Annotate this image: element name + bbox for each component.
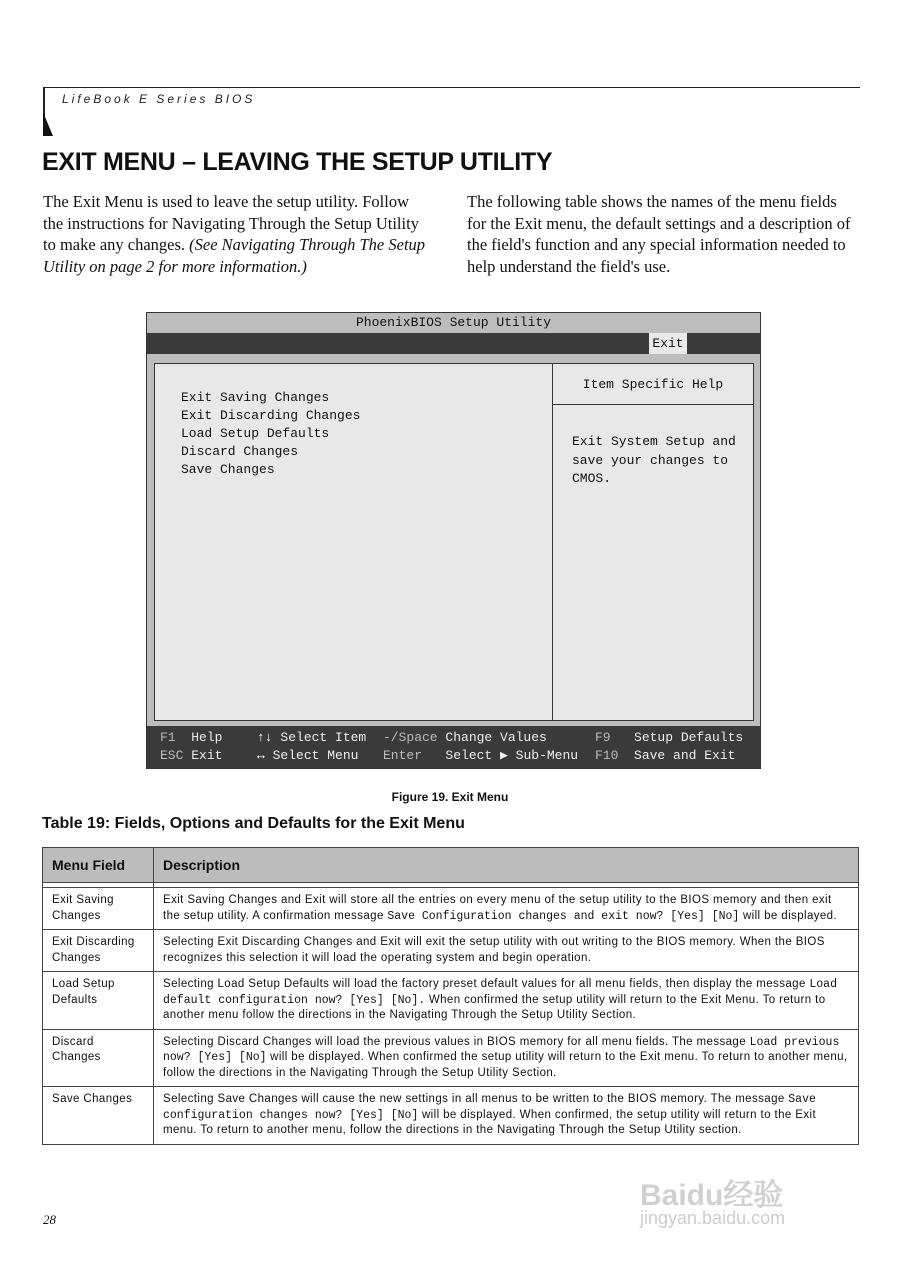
header-rule <box>43 87 860 88</box>
table-row <box>43 1087 859 1145</box>
header-wedge-mark <box>43 112 53 136</box>
desc-text: will be displayed. <box>742 909 838 922</box>
desc-message: Load default configuration now? [Yes] [No]. <box>163 978 837 1007</box>
bios-menu-item[interactable]: Save Changes <box>181 462 275 477</box>
bios-key-space <box>383 730 547 745</box>
table-row <box>43 972 859 1030</box>
bios-key-enter <box>383 748 578 763</box>
page-number: 28 <box>43 1212 56 1227</box>
row-description <box>154 972 859 1030</box>
intro-left-column <box>43 191 433 277</box>
desc-text: Selecting Discard Changes will load the previous values in BIOS memory for all menu fields. The message <box>163 1035 747 1048</box>
bios-menu-item[interactable]: Exit Discarding Changes <box>181 408 361 423</box>
desc-text: Selecting Exit Discarding Changes and Exit will exit the setup utility with out writing to the BIOS memory. When the BIOS recognizes this selection it will load the operating system and begin operation. <box>163 936 825 964</box>
space-key: -/Space <box>383 730 438 745</box>
bios-main-panel <box>154 363 754 721</box>
row-field: Load Setup Defaults <box>43 972 154 1030</box>
desc-message: Save configuration changes now? [Yes] [No] <box>163 1093 816 1122</box>
bios-key-updown <box>257 730 366 745</box>
bios-key-f10 <box>595 748 735 763</box>
row-field: Exit Discarding Changes <box>43 930 154 972</box>
desc-text: When confirmed the setup utility will return to the Exit Menu. To return to another menu follow the directions in the Navigating Through the Setup Utility Section. <box>163 993 826 1021</box>
f10-key: F10 <box>595 748 619 763</box>
bios-screen <box>146 312 761 769</box>
f1-key: F1 <box>160 730 176 745</box>
desc-text: will be displayed. When confirmed the setup utility will return to the Exit menu. To return to another menu, follow the directions in the Navigating Through the Setup Utility Section. <box>163 1051 848 1079</box>
intro-left-crossref: (See Navigating Through The Setup Utility on page 2 for more information.) <box>43 235 426 276</box>
row-field: Discard Changes <box>43 1029 154 1087</box>
row-description <box>154 888 859 930</box>
row-description <box>154 1029 859 1087</box>
updown-arrows-icon: ↑↓ <box>257 730 273 745</box>
bios-help-header-rule <box>552 404 753 405</box>
bios-key-esc <box>160 748 222 763</box>
row-description <box>154 930 859 972</box>
bios-menu-item[interactable]: Exit Saving Changes <box>181 390 330 405</box>
updown-label: Select Item <box>280 730 367 745</box>
bios-help-title: Item Specific Help <box>582 377 724 392</box>
leftright-arrows-icon: ↔ <box>257 748 265 763</box>
leftright-label: Select Menu <box>272 748 359 763</box>
f1-label: Help <box>191 730 223 745</box>
enter-label: Select ▶ Sub-Menu <box>445 748 579 763</box>
table-row <box>43 930 859 972</box>
bios-menu-item[interactable]: Load Setup Defaults <box>181 426 330 441</box>
intro-left-text: The Exit Menu is used to leave the setup utility. Follow the instructions for Navigating Through the Setup Utility to make any changes. <box>43 192 419 254</box>
table-row <box>43 1029 859 1087</box>
f9-label: Setup Defaults <box>634 730 744 745</box>
f10-label: Save and Exit <box>634 748 736 763</box>
bios-key-f9 <box>595 730 743 745</box>
page-title: EXIT MENU – LEAVING THE SETUP UTILITY <box>42 148 553 176</box>
table-row <box>43 888 859 930</box>
table-header-row <box>43 848 859 883</box>
enter-key: Enter <box>383 748 423 763</box>
row-field: Save Changes <box>43 1087 154 1145</box>
fields-table <box>42 847 859 1145</box>
watermark-url: jingyan.baidu.com <box>640 1208 786 1228</box>
desc-text: will be displayed. When confirmed, the setup utility will return to the Exit menu. To return to another menu, follow the directions in the Navigating Through the Setup Utility section. <box>163 1108 817 1136</box>
intro-right-column: The following table shows the names of the menu fields for the Exit menu, the default settings and a description of the field's function and any special information needed to help understand the field's use. <box>467 192 851 276</box>
desc-message: Load previous now? [Yes] [No] <box>163 1035 840 1064</box>
figure-caption: Figure 19. Exit Menu <box>391 790 509 804</box>
desc-text: Selecting Load Setup Defaults will load the factory preset default values for all menu fields, then display the message <box>163 978 806 990</box>
bios-menu-item[interactable]: Discard Changes <box>181 444 299 459</box>
row-field: Exit Saving Changes <box>43 888 154 930</box>
bios-help-text <box>572 433 736 489</box>
space-label: Change Values <box>445 730 547 745</box>
bios-footer <box>147 726 760 768</box>
desc-text: Selecting Save Changes will cause the new settings in all menus to be written to the BIOS memory. The message <box>163 1093 785 1105</box>
header-description: Description <box>154 848 859 883</box>
bios-menu-list <box>181 389 360 479</box>
esc-key: ESC <box>160 748 184 763</box>
bios-tab-exit[interactable]: Exit <box>649 333 687 354</box>
bios-title: PhoenixBIOS Setup Utility <box>355 315 552 330</box>
bios-help-line: save your changes to <box>572 452 729 468</box>
running-header: LifeBook E Series BIOS <box>62 92 256 106</box>
esc-label: Exit <box>191 748 223 763</box>
row-description <box>154 1087 859 1145</box>
bios-help-line: CMOS. <box>572 471 612 486</box>
f9-key: F9 <box>595 730 611 745</box>
desc-text: Exit Saving Changes and Exit will store all the entries on every menu of the setup utility to the BIOS memory and then exit the setup utility. A confirmation message <box>163 894 832 922</box>
bios-help-line: Exit System Setup and <box>572 434 736 449</box>
watermark-logo: Baidu经验 <box>640 1179 784 1212</box>
bios-panel-divider <box>552 364 553 720</box>
bios-key-leftright <box>257 748 358 763</box>
bios-key-f1 <box>160 730 222 745</box>
table-title: Table 19: Fields, Options and Defaults for the Exit Menu <box>42 815 465 832</box>
desc-message: Save Configuration changes and exit now? [Yes] [No] <box>387 909 740 923</box>
header-menu-field: Menu Field <box>43 848 154 883</box>
